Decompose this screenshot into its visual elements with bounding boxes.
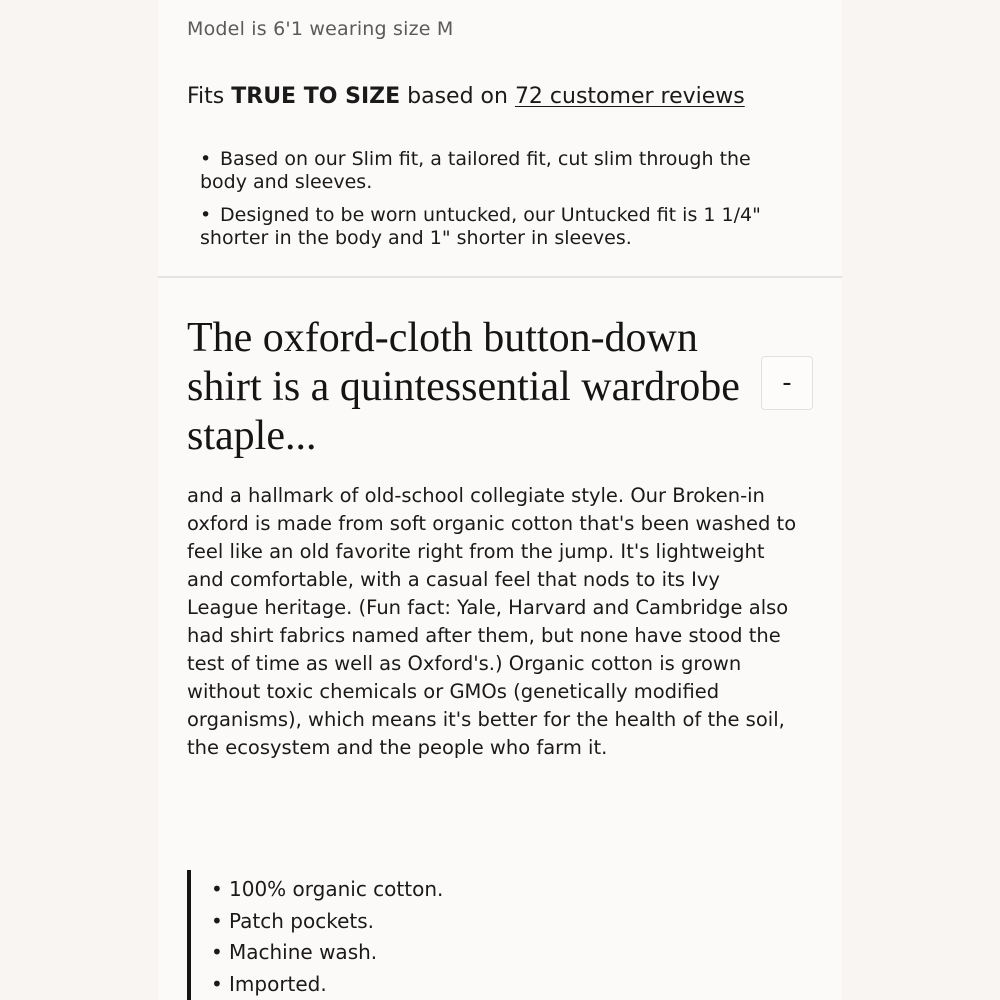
product-details-panel bbox=[158, 0, 842, 1000]
collapse-section-button[interactable] bbox=[761, 356, 813, 410]
bullet-marker: • bbox=[211, 971, 223, 996]
customer-reviews-link[interactable]: 72 customer reviews bbox=[514, 84, 745, 109]
list-item bbox=[211, 874, 443, 906]
model-size-note: Model is 6'1 wearing size M bbox=[187, 18, 454, 40]
list-item bbox=[200, 148, 800, 194]
feature-text: Patch pockets. bbox=[229, 908, 375, 933]
section-divider bbox=[158, 276, 842, 278]
list-item bbox=[211, 906, 443, 938]
list-item bbox=[200, 204, 800, 250]
bullet-marker: • bbox=[211, 940, 223, 964]
fit-emphasis: TRUE TO SIZE bbox=[231, 84, 401, 109]
description-body: and a hallmark of old-school collegiate style. Our Broken-in oxford is made from soft organic cotton that's been washed to feel like an old favorite right from the jump. It's lightweight and comfortable, with a casual feel that nods to its Ivy League heritage. (Fun fact: Yale, Harvard and Cambridge also had shirt fabrics named after them, but none have stood the test of time as well as Oxford's.) Organic cotton is grown without toxic chemicals or GMOs (genetically modified organisms), which means it's better for the health of the soil, the ecosystem and the people who farm it. bbox=[187, 484, 797, 759]
list-item bbox=[211, 937, 443, 969]
feature-text: Machine wash. bbox=[229, 940, 378, 964]
feature-text: Imported. bbox=[229, 971, 327, 996]
product-features-list bbox=[187, 870, 687, 1000]
list-item bbox=[211, 969, 443, 1000]
bullet-marker: • bbox=[211, 877, 223, 901]
fit-prefix: Fits bbox=[187, 84, 232, 109]
bullet-marker: • bbox=[200, 204, 212, 226]
feature-text: 100% organic cotton. bbox=[229, 877, 444, 901]
minus-icon: - bbox=[782, 368, 792, 398]
fit-detail-text: Designed to be worn untucked, our Untucked fit is 1 1/4" shorter in the body and 1" shorter in sleeves. bbox=[200, 204, 761, 249]
fit-summary bbox=[187, 84, 745, 109]
description-headline: The oxford-cloth button-down shirt is a quintessential wardrobe staple... bbox=[187, 315, 740, 459]
bullet-marker: • bbox=[211, 908, 223, 933]
fit-detail-text: Based on our Slim fit, a tailored fit, cut slim through the body and sleeves. bbox=[200, 148, 751, 193]
bullet-marker: • bbox=[200, 148, 212, 170]
fit-middle: based on bbox=[400, 84, 515, 109]
